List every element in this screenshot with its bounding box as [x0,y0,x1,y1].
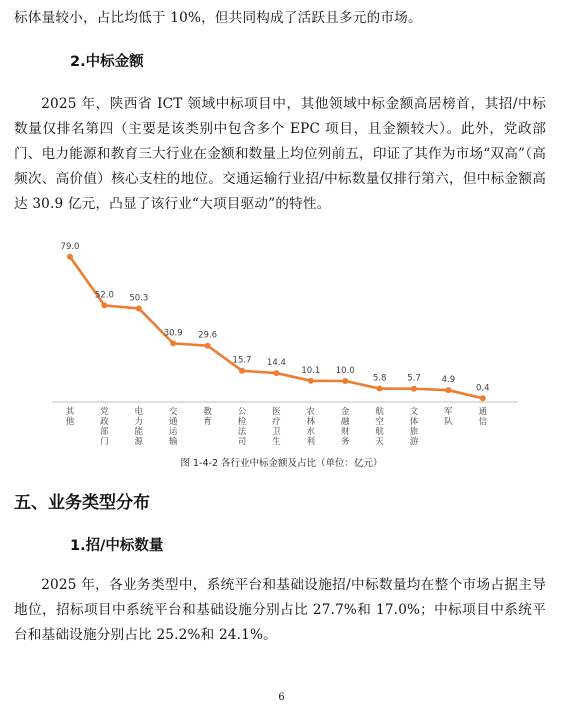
data-label: 4.9 [441,375,456,386]
category-label: 其他 [65,407,75,427]
data-point [170,340,176,346]
industry-bid-amount-chart [0,226,563,456]
data-point [480,395,486,401]
data-label: 14.4 [266,358,286,369]
data-label: 0.4 [476,383,490,394]
category-label: 航空航天 [375,407,384,447]
page-number: 6 [278,692,285,703]
data-point [377,386,383,392]
data-label: 10.1 [301,365,321,376]
data-label: 52.0 [94,290,114,301]
data-label: 50.3 [129,293,149,304]
data-label: 79.0 [60,241,80,252]
data-label: 10.0 [335,365,355,376]
paragraph-top: 标体量较小，占比均低于 10%，但共同构成了活跃且多元的市场。 [14,10,422,26]
data-point [205,343,211,349]
category-label: 文体旅游 [409,407,419,447]
data-point [273,370,279,376]
data-point [342,378,348,384]
data-point [411,386,417,392]
category-label: 电力能源 [134,407,144,447]
paragraph-bid-count: 2025 年，各业务类型中，系统平台和基础设施招/中标数量均在整个市场占据主导地位，招标项目中系统平台和基础设施分别占比 27.7%和 17.0%；中标项目中系统平台和基础设施分别占比 25.2%和 24.1%。 [14,577,546,643]
category-label: 党政部门 [100,407,109,447]
section-heading-business-types: 五、业务类型分布 [14,493,150,513]
category-label: 公检法司 [237,407,247,447]
data-point [101,302,107,308]
category-label: 金融财务 [340,407,350,447]
subheading-bid-amount: 2.中标金额 [70,54,144,70]
paragraph-bid-amount: 2025 年，陕西省 ICT 领域中标项目中，其他领域中标金额高居榜首，其招/中标数量仅排名第四（主要是该类别中包含多个 EPC 项目，且金额较大）。此外，党政部门、电力能源和教育三大行业在金额和数量上均位列前五，印证了其作为市场“双高”（高频次、高价值）核心支柱的地位。交通运输行业招/中标数量仅排行第六，但中标金额高达 30.9 亿元，凸显了该行业“大项目驱动”的特性。 [14,96,546,212]
data-point [239,368,245,374]
subheading-bid-count: 1.招/中标数量 [70,538,164,554]
data-point [308,378,314,384]
category-label: 通信 [478,407,488,427]
data-label: 30.9 [163,328,183,339]
data-label: 15.7 [232,355,252,366]
category-label: 交通运输 [168,407,178,447]
category-label: 教育 [203,407,212,427]
data-point [67,254,73,260]
figure-caption: 图 1-4-2 各行业中标金额及占比（单位：亿元） [180,458,383,469]
data-label: 5.8 [372,373,387,384]
category-label: 医疗卫生 [272,407,281,447]
data-point [445,387,451,393]
category-label: 军队 [444,407,453,427]
data-label: 5.7 [407,373,421,384]
series-line [70,257,483,398]
category-label: 农林水利 [306,407,316,447]
data-label: 29.6 [198,330,218,341]
data-point [136,305,142,311]
